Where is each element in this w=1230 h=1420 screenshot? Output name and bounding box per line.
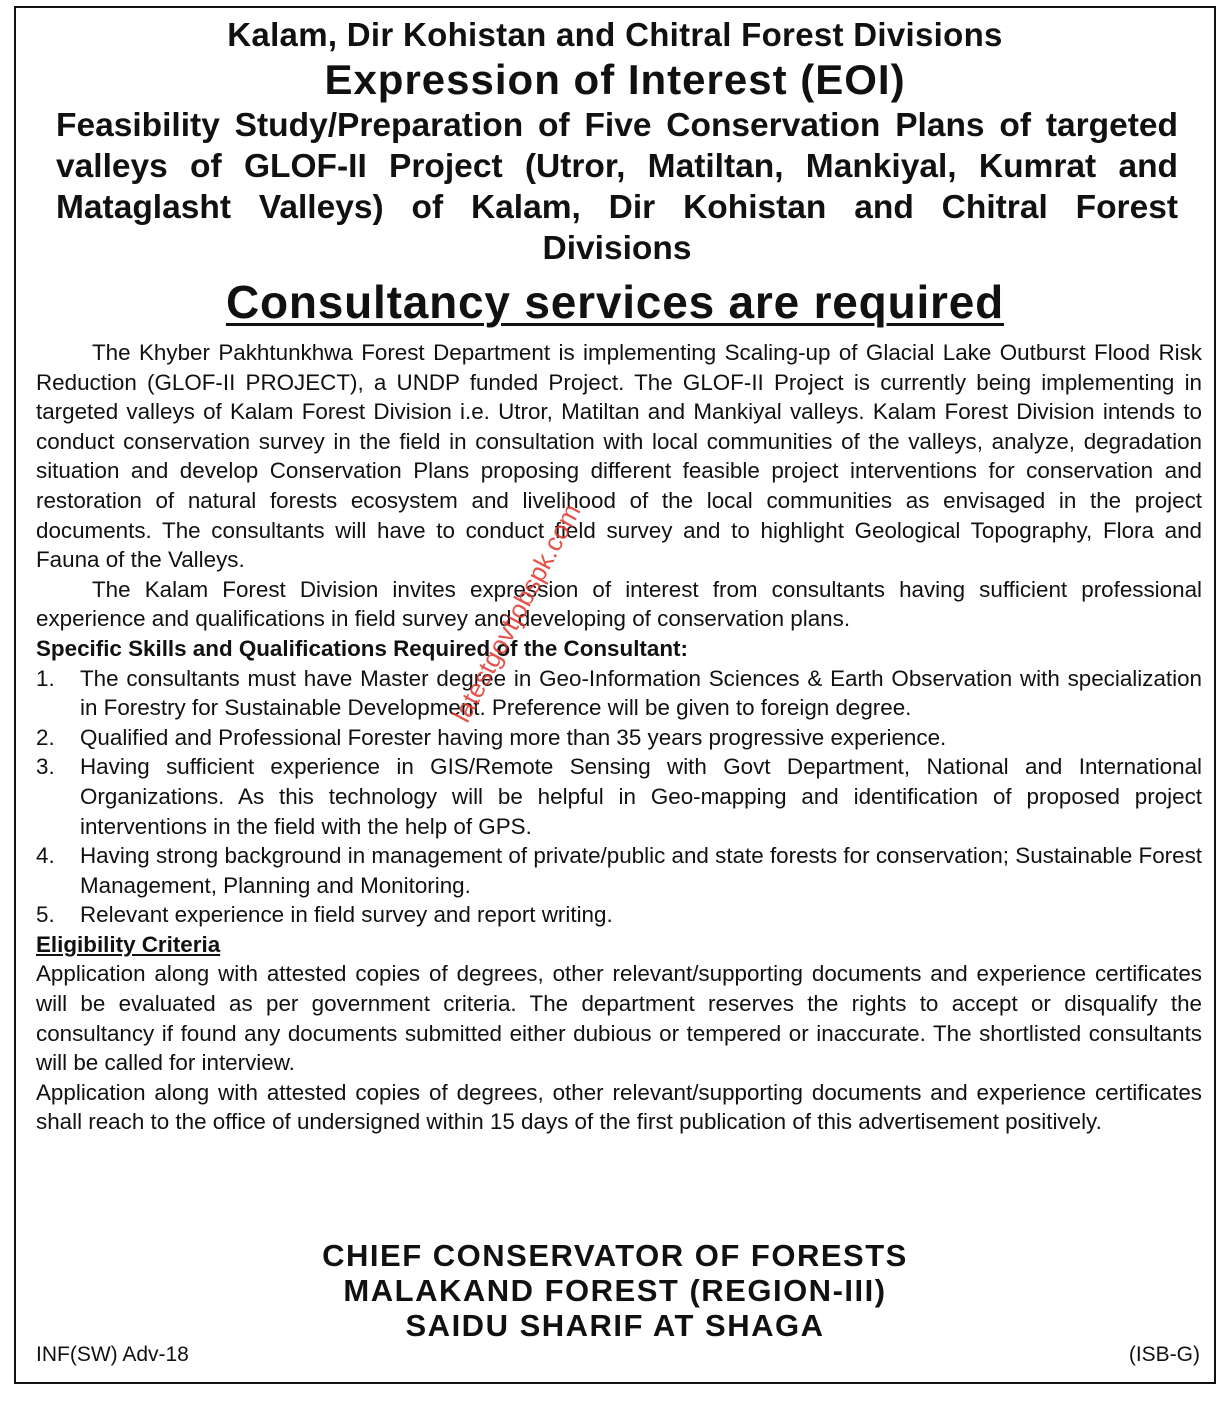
list-text: Relevant experience in field survey and report writing. (80, 902, 613, 928)
list-number: 1. (36, 665, 55, 691)
submission-paragraph: Application along with attested copies of degrees, other relevant/supporting documents and experience certificates shall reach to the office of undersigned within 15 days of the first publication of this advertisement positively. (36, 1079, 1202, 1135)
list-item (36, 723, 1202, 753)
watermark: latestgovtjobspk.com (446, 498, 587, 728)
list-number: 4. (36, 843, 55, 869)
eoi-heading: Expression of Interest (EOI) (324, 55, 906, 103)
advertisement-body (36, 338, 1202, 1137)
list-text: Having sufficient experience in GIS/Remote Sensing with Govt Department, National and International Organizations. As this technology will be helpful in Geo-mapping and identification of proposed project interventions in the field with the help of GPS. (80, 754, 1202, 839)
list-text: Having strong background in management of private/public and state forests for conservation; Sustainable Forest Management, Planning and Monitoring. (80, 843, 1202, 898)
signature-line-location: SAIDU SHARIF AT SHAGA (405, 1308, 825, 1343)
list-text: The consultants must have Master degree in Geo-Information Sciences & Earth Observation with specialization in Forestry for Sustainable Development. Preference will be given to foreign degree. (80, 665, 1202, 721)
invitation-paragraph: The Kalam Forest Division invites expression of interest from consultants having sufficient professional experience and qualifications in field survey and developing of conservation plans. (36, 576, 1202, 632)
list-number: 2. (36, 724, 55, 750)
list-item (36, 664, 1202, 723)
list-item (36, 841, 1202, 900)
bureau-code: (ISB-G) (1128, 1343, 1200, 1366)
list-item (36, 900, 1202, 930)
list-item (36, 752, 1202, 841)
project-title: Feasibility Study/Preparation of Five Conservation Plans of targeted valleys of GLOF-II Project (Utror, Matiltan, Mankiyal, Kumrat and Mataglasht Valleys) of Kalam, Dir Kohistan and Chitral Forest Divisions (56, 107, 1178, 267)
advertisement-frame (14, 6, 1216, 1384)
eligibility-paragraph: Application along with attested copies of degrees, other relevant/supporting documents and experience certificates will be evaluated as per government criteria. The department reserves the rights to accept or disqualify the consultancy if found any documents submitted either dubious or tempered or inaccurate. The shortlisted consultants will be called for interview. (36, 961, 1202, 1076)
header (16, 16, 1214, 329)
advertisement-code: INF(SW) Adv-18 (36, 1343, 189, 1366)
list-text: Qualified and Professional Forester having more than 35 years progressive experience. (80, 724, 947, 750)
divisions-heading: Kalam, Dir Kohistan and Chitral Forest Divisions (227, 16, 1003, 53)
signature-line-title: CHIEF CONSERVATOR OF FORESTS (322, 1238, 908, 1273)
signature-block (16, 1238, 1214, 1343)
eligibility-heading: Eligibility Criteria (36, 931, 221, 957)
skills-heading: Specific Skills and Qualifications Required of the Consultant: (36, 635, 688, 661)
skills-list (36, 664, 1202, 930)
list-number: 5. (36, 902, 55, 928)
signature-line-region: MALAKAND FOREST (REGION-III) (343, 1273, 887, 1308)
intro-paragraph: The Khyber Pakhtunkhwa Forest Department is implementing Scaling-up of Glacial Lake Outburst Flood Risk Reduction (GLOF-II PROJECT), a UNDP funded Project. The GLOF-II Project is currently being implementing in targeted valleys of Kalam Forest Division i.e. Utror, Matiltan and Mankiyal valleys. Kalam Forest Division intends to conduct conservation survey in the field in consultation with local communities of the valleys, analyze, degradation situation and develop Conservation Plans proposing different feasible project interventions for conservation and restoration of natural forests ecosystem and livelihood of the local communities as envisaged in the project documents. The consultants will have to conduct field survey and to highlight Geological Topography, Flora and Fauna of the Valleys. (36, 340, 1202, 573)
consultancy-required-heading: Consultancy services are required (225, 275, 1005, 328)
list-number: 3. (36, 754, 55, 780)
